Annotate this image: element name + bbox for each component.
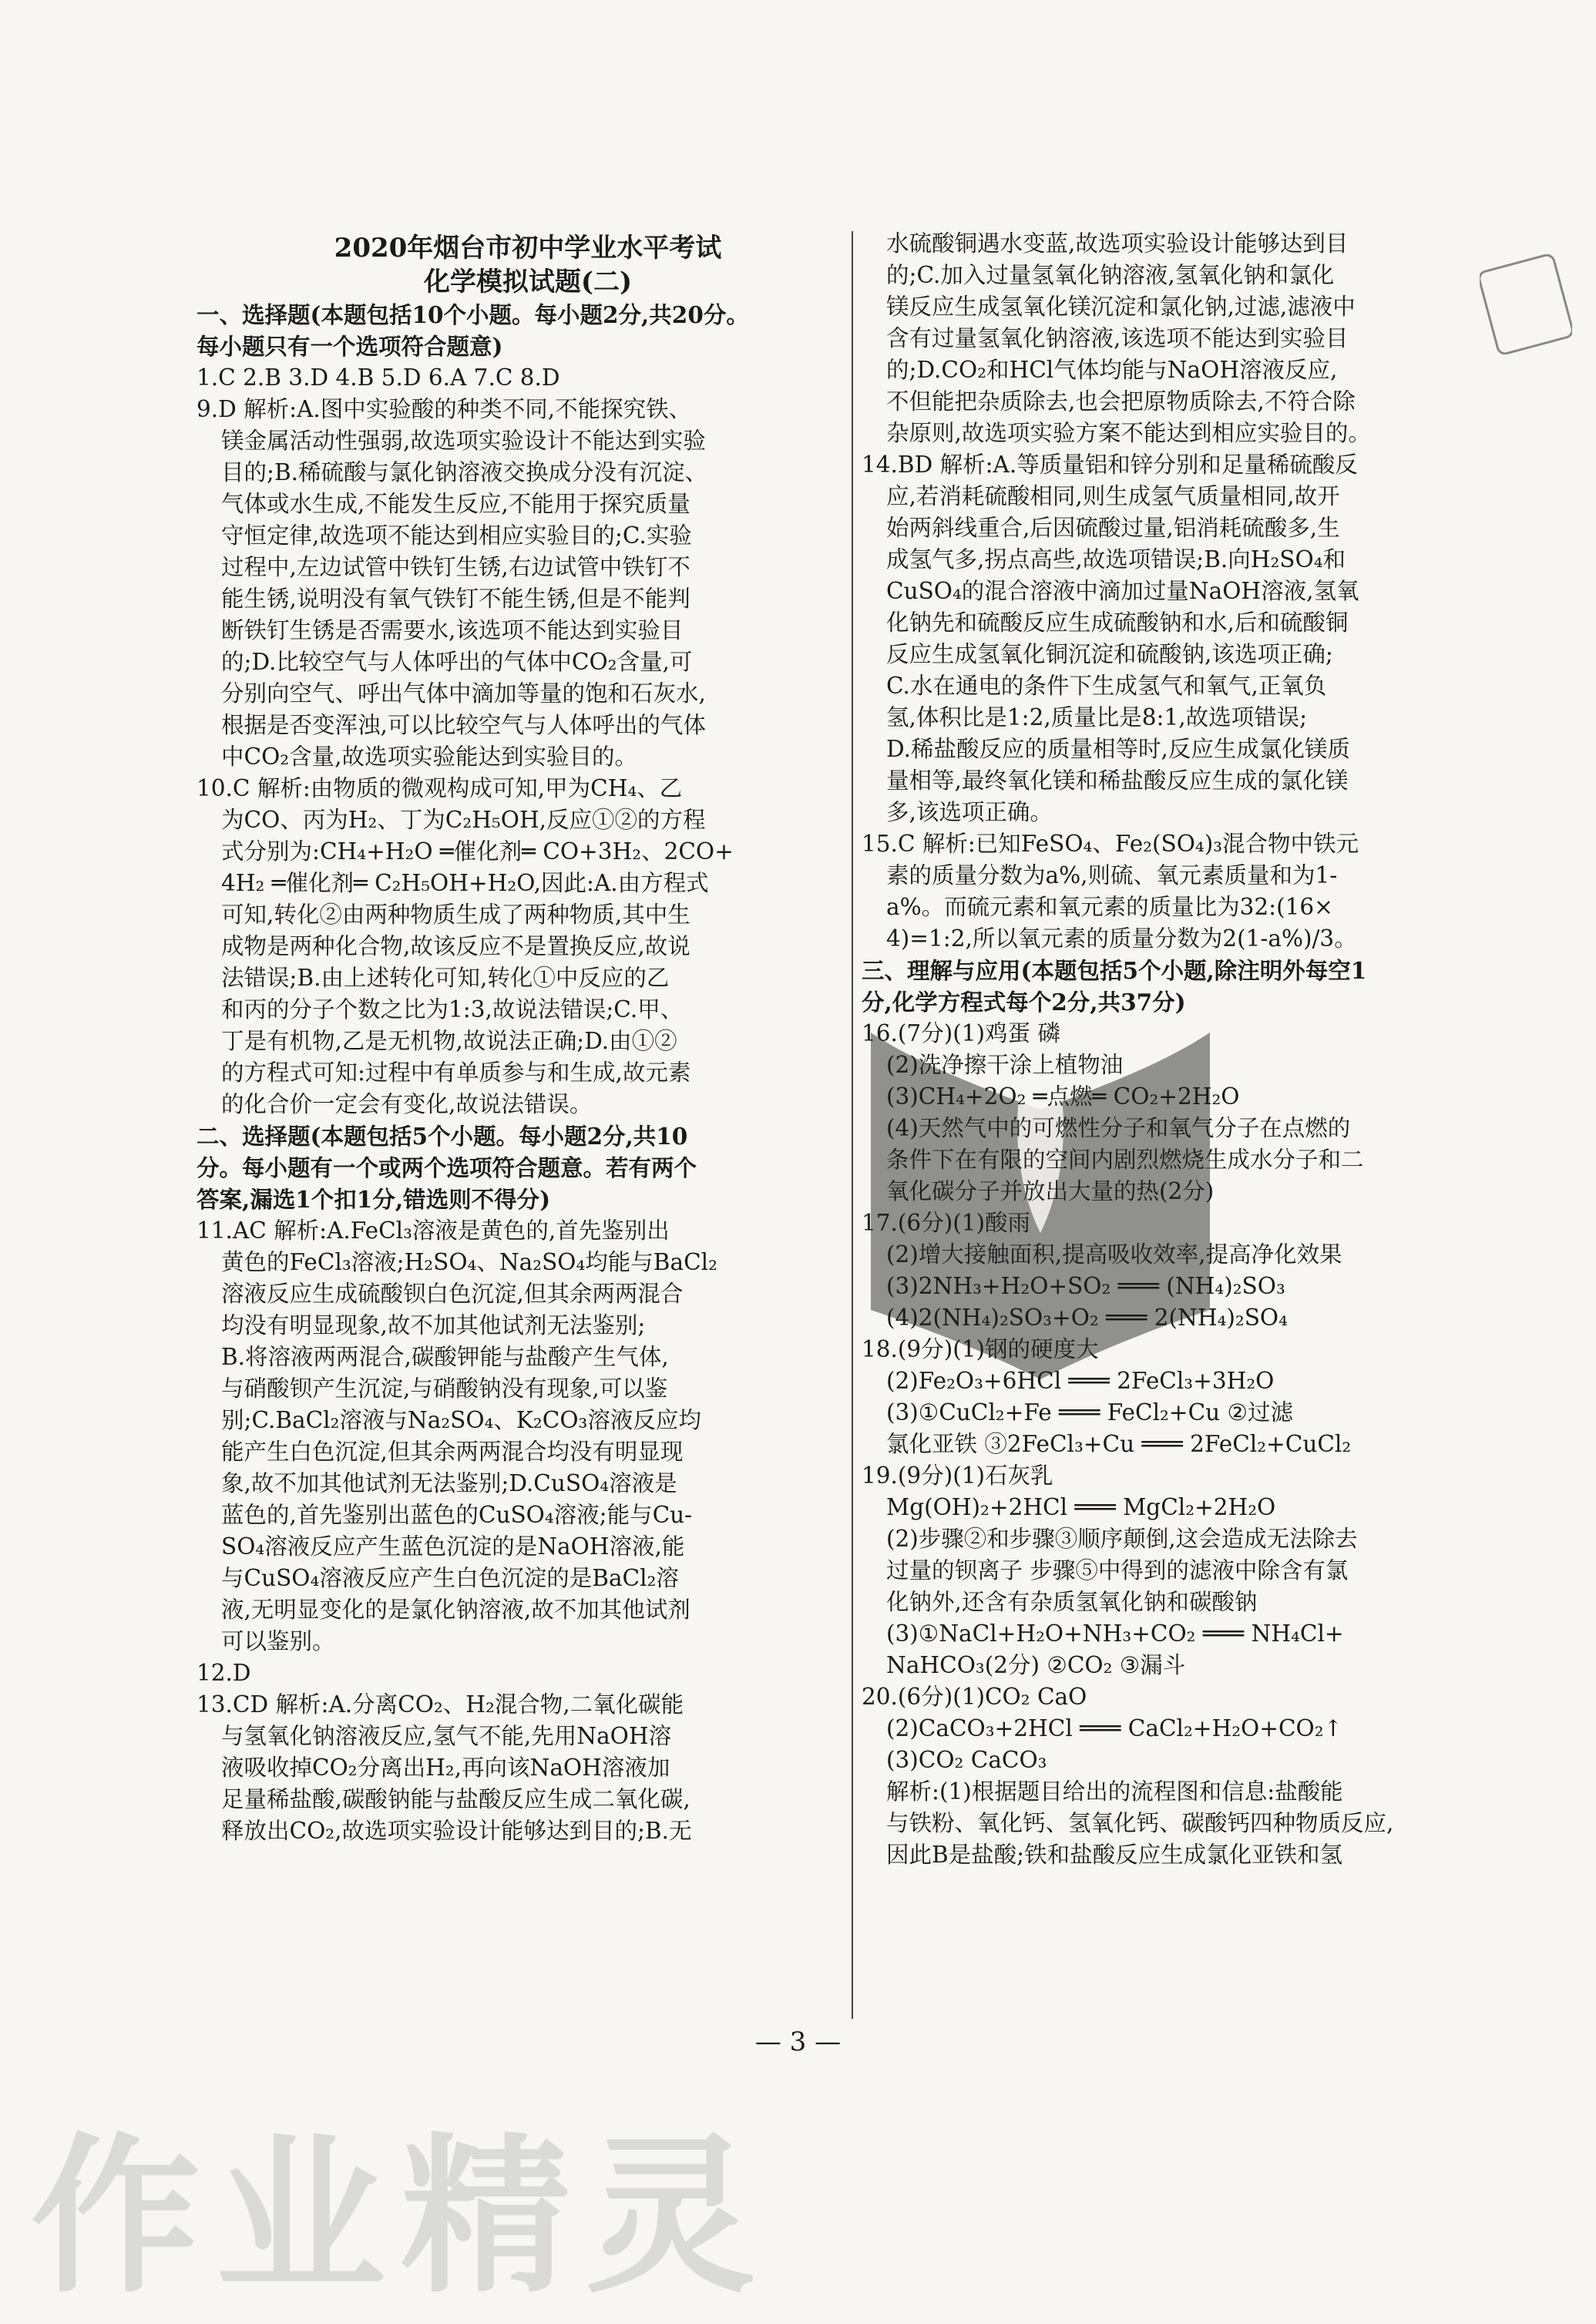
text-line: 14.BD 解析:A.等质量铝和锌分别和足量稀硫酸反 bbox=[862, 452, 1358, 478]
text-line: 气体或水生成,不能发生反应,不能用于探究质量 bbox=[221, 491, 690, 517]
text-line: 溶液反应生成硫酸钡白色沉淀,但其余两两混合 bbox=[221, 1281, 684, 1307]
text-line: 足量稀盐酸,碳酸钠能与盐酸反应生成二氧化碳, bbox=[221, 1786, 690, 1812]
text-line: 蓝色的,首先鉴别出蓝色的CuSO₄溶液;能与Cu- bbox=[221, 1502, 693, 1528]
text-line: Mg(OH)₂+2HCl ═══ MgCl₂+2H₂O bbox=[886, 1494, 1276, 1520]
text-line: (3)CH₄+2O₂ ═点燃═ CO₂+2H₂O bbox=[886, 1083, 1240, 1110]
text-line: 镁金属活动性强弱,故选项实验设计不能达到实验 bbox=[221, 428, 706, 454]
text-line: 与硝酸钡产生沉淀,与硝酸钠没有现象,可以鉴 bbox=[221, 1375, 668, 1402]
text-line: NaHCO₃(2分) ②CO₂ ③漏斗 bbox=[886, 1652, 1186, 1678]
text-line: (3)①NaCl+H₂O+NH₃+CO₂ ═══ NH₄Cl+ bbox=[886, 1620, 1344, 1647]
text-line: 氢,体积比是1:2,质量比是8:1,故选项错误; bbox=[886, 704, 1308, 730]
text-line: SO₄溶液反应产生蓝色沉淀的是NaOH溶液,能 bbox=[221, 1533, 685, 1560]
text-line: 不但能把杂质除去,也会把原物质除去,不符合除 bbox=[886, 388, 1356, 415]
text-line: 断铁钉生锈是否需要水,该选项不能达到实验目 bbox=[221, 617, 684, 643]
text-line: D.稀盐酸反应的质量相等时,反应生成氯化镁质 bbox=[886, 736, 1350, 762]
text-line: 液,无明显变化的是氯化钠溶液,故不加其他试剂 bbox=[221, 1597, 690, 1623]
text-line: 可知,转化②由两种物质生成了两种物质,其中生 bbox=[221, 902, 690, 928]
text-line: (2)Fe₂O₃+6HCl ═══ 2FeCl₃+3H₂O bbox=[886, 1368, 1275, 1394]
text-line: 守恒定律,故选项不能达到相应实验目的;C.实验 bbox=[221, 522, 692, 549]
text-line: 镁反应生成氢氧化镁沉淀和氯化钠,过滤,滤液中 bbox=[886, 294, 1356, 320]
text-line: 答案,漏选1个扣1分,错选则不得分) bbox=[197, 1186, 551, 1213]
text-line: 12.D bbox=[197, 1660, 251, 1686]
text-line: 与CuSO₄溶液反应产生白色沉淀的是BaCl₂溶 bbox=[221, 1565, 679, 1591]
text-line: 分。每小题有一个或两个选项符合题意。若有两个 bbox=[197, 1154, 697, 1181]
text-line: 17.(6分)(1)酸雨 bbox=[862, 1210, 1030, 1236]
text-line: 4)=1:2,所以氧元素的质量分数为2(1-a%)/3。 bbox=[886, 925, 1357, 952]
text-line: 可以鉴别。 bbox=[221, 1628, 335, 1654]
text-line: 释放出CO₂,故选项实验设计能够达到目的;B.无 bbox=[221, 1818, 692, 1844]
text-line: 的化合价一定会有变化,故说法错误。 bbox=[221, 1091, 593, 1117]
text-line: 16.(7分)(1)鸡蛋 磷 bbox=[862, 1020, 1060, 1046]
column-divider bbox=[852, 231, 853, 2019]
text-line: 法错误;B.由上述转化可知,转化①中反应的乙 bbox=[221, 965, 670, 991]
text-line: 式分别为:CH₄+H₂O ═催化剂═ CO+3H₂、2CO+ bbox=[221, 838, 734, 865]
text-line: B.将溶液两两混合,碳酸钾能与盐酸产生气体, bbox=[221, 1344, 669, 1370]
text-line: 为CO、丙为H₂、丁为C₂H₅OH,反应①②的方程 bbox=[221, 807, 706, 833]
text-line: 别;C.BaCl₂溶液与Na₂SO₄、K₂CO₃溶液反应均 bbox=[221, 1407, 701, 1433]
text-line: 化钠外,还含有杂质氢氧化钠和碳酸钠 bbox=[886, 1589, 1258, 1615]
text-line: (4)天然气中的可燃性分子和氧气分子在点燃的 bbox=[886, 1115, 1351, 1141]
text-line: 含有过量氢氧化钠溶液,该选项不能达到实验目 bbox=[886, 325, 1349, 351]
text-line: 反应生成氢氧化铜沉淀和硫酸钠,该选项正确; bbox=[886, 641, 1333, 667]
text-line: 因此B是盐酸;铁和盐酸反应生成氯化亚铁和氢 bbox=[886, 1842, 1343, 1868]
text-line: 和丙的分子个数之比为1:3,故说法错误;C.甲、 bbox=[221, 996, 684, 1023]
text-line: 液吸收掉CO₂分离出H₂,再向该NaOH溶液加 bbox=[221, 1755, 670, 1781]
text-line: (4)2(NH₄)₂SO₃+O₂ ═══ 2(NH₄)₂SO₄ bbox=[886, 1305, 1288, 1331]
left-column bbox=[197, 231, 859, 1847]
text-line: 目的;B.稀硫酸与氯化钠溶液交换成分没有沉淀、 bbox=[221, 459, 707, 485]
page-title: 2020年烟台市初中学业水平考试 bbox=[334, 233, 722, 264]
text-line: 与氢氧化钠溶液反应,氢气不能,先用NaOH溶 bbox=[221, 1723, 672, 1749]
text-line: 应,若消耗硫酸相同,则生成氢气质量相同,故开 bbox=[886, 483, 1340, 509]
text-line: 均没有明显现象,故不加其他试剂无法鉴别; bbox=[221, 1312, 646, 1338]
text-line: 始两斜线重合,后因硫酸过量,铝消耗硫酸多,生 bbox=[886, 515, 1340, 541]
text-line: 过量的钡离子 步骤⑤中得到的滤液中除含有氯 bbox=[886, 1557, 1349, 1583]
text-line: 杂原则,故选项实验方案不能达到相应实验目的。 bbox=[886, 420, 1371, 446]
text-line: 黄色的FeCl₃溶液;H₂SO₄、Na₂SO₄均能与BaCl₂ bbox=[221, 1249, 717, 1275]
text-line: 能生锈,说明没有氧气铁钉不能生锈,但是不能判 bbox=[221, 586, 690, 612]
text-line: 一、选择题(本题包括10个小题。每小题2分,共20分。 bbox=[197, 301, 749, 328]
text-line: 三、理解与应用(本题包括5个小题,除注明外每空1 bbox=[862, 957, 1367, 984]
text-line: 能产生白色沉淀,但其余两两混合均没有明显现 bbox=[221, 1439, 684, 1465]
text-line: 13.CD 解析:A.分离CO₂、H₂混合物,二氧化碳能 bbox=[197, 1691, 684, 1718]
text-line: 与铁粉、氧化钙、氢氧化钙、碳酸钙四种物质反应, bbox=[886, 1810, 1394, 1836]
text-line: (2)洗净擦干涂上植物油 bbox=[886, 1052, 1124, 1078]
text-line: (3)CO₂ CaCO₃ bbox=[886, 1747, 1047, 1773]
text-line: (2)CaCO₃+2HCl ═══ CaCl₂+H₂O+CO₂↑ bbox=[886, 1715, 1343, 1741]
text-line: 量相等,最终氧化镁和稀盐酸反应生成的氯化镁 bbox=[886, 767, 1349, 794]
text-line: 分别向空气、呼出气体中滴加等量的饱和石灰水, bbox=[221, 680, 706, 707]
text-line: 象,故不加其他试剂无法鉴别;D.CuSO₄溶液是 bbox=[221, 1470, 677, 1496]
text-line: 每小题只有一个选项符合题意) bbox=[197, 333, 503, 360]
text-line: 水硫酸铜遇水变蓝,故选项实验设计能够达到目 bbox=[886, 230, 1349, 257]
text-line: 氯化亚铁 ③2FeCl₃+Cu ═══ 2FeCl₂+CuCl₂ bbox=[886, 1431, 1352, 1457]
text-line: 的;D.CO₂和HCl气体均能与NaOH溶液反应, bbox=[886, 357, 1338, 383]
text-line: 11.AC 解析:A.FeCl₃溶液是黄色的,首先鉴别出 bbox=[197, 1217, 670, 1244]
text-line: CuSO₄的混合溶液中滴加过量NaOH溶液,氢氧 bbox=[886, 578, 1359, 604]
text-line: 20.(6分)(1)CO₂ CaO bbox=[862, 1684, 1087, 1710]
text-line: 19.(9分)(1)石灰乳 bbox=[862, 1463, 1053, 1489]
text-line: 根据是否变浑浊,可以比较空气与人体呼出的气体 bbox=[221, 712, 706, 738]
text-line: 的方程式可知:过程中有单质参与和生成,故元素 bbox=[221, 1060, 691, 1086]
text-line: a%。而硫元素和氧元素的质量比为32:(16× bbox=[886, 894, 1333, 920]
text-line: (2)增大接触面积,提高吸收效率,提高净化效果 bbox=[886, 1241, 1342, 1268]
text-line: (3)2NH₃+H₂O+SO₂ ═══ (NH₄)₂SO₃ bbox=[886, 1273, 1285, 1299]
text-line: 的;D.比较空气与人体呼出的气体中CO₂含量,可 bbox=[221, 649, 693, 675]
text-line: 15.C 解析:已知FeSO₄、Fe₂(SO₄)₃混合物中铁元 bbox=[862, 831, 1359, 857]
text-line: 解析:(1)根据题目给出的流程图和信息:盐酸能 bbox=[886, 1778, 1343, 1805]
text-line: 10.C 解析:由物质的微观构成可知,甲为CH₄、乙 bbox=[197, 775, 683, 801]
text-line: 9.D 解析:A.图中实验酸的种类不同,不能探究铁、 bbox=[197, 396, 692, 422]
text-line: 中CO₂含量,故选项实验能达到实验目的。 bbox=[221, 744, 637, 770]
text-line: 丁是有机物,乙是无机物,故说法正确;D.由①② bbox=[221, 1028, 677, 1054]
page-subtitle: 化学模拟试题(二) bbox=[423, 267, 633, 297]
text-line: 分,化学方程式每个2分,共37分) bbox=[862, 989, 1186, 1016]
text-line: (3)①CuCl₂+Fe ═══ FeCl₂+Cu ②过滤 bbox=[886, 1399, 1293, 1426]
watermark: 作业精灵 bbox=[31, 2118, 771, 2316]
text-line: 过程中,左边试管中铁钉生锈,右边试管中铁钉不 bbox=[221, 554, 690, 580]
right-column bbox=[862, 228, 1540, 1871]
text-line: 成氢气多,拐点高些,故选项错误;B.向H₂SO₄和 bbox=[886, 546, 1346, 573]
text-line: 素的质量分数为a%,则硫、氧元素质量和为1- bbox=[886, 862, 1338, 888]
text-line: C.水在通电的条件下生成氢气和氧气,正氧负 bbox=[886, 673, 1327, 699]
text-line: 的;C.加入过量氢氧化钠溶液,氢氧化钠和氯化 bbox=[886, 262, 1335, 288]
text-line: 18.(9分)(1)钢的硬度大 bbox=[862, 1336, 1099, 1362]
text-line: (2)步骤②和步骤③顺序颠倒,这会造成无法除去 bbox=[886, 1526, 1358, 1552]
text-line: 条件下在有限的空间内剧烈燃烧生成水分子和二 bbox=[886, 1147, 1364, 1173]
text-line: 氧化碳分子并放出大量的热(2分) bbox=[886, 1178, 1215, 1204]
page-number: — 3 — bbox=[754, 2027, 842, 2057]
text-line: 1.C 2.B 3.D 4.B 5.D 6.A 7.C 8.D bbox=[197, 364, 560, 391]
text-line: 化钠先和硫酸反应生成硫酸钠和水,后和硫酸铜 bbox=[886, 610, 1349, 636]
text-line: 成物是两种化合物,故该反应不是置换反应,故说 bbox=[221, 933, 690, 959]
text-line: 多,该选项正确。 bbox=[886, 799, 1053, 825]
text-line: 二、选择题(本题包括5个小题。每小题2分,共10 bbox=[197, 1123, 688, 1150]
text-line: 4H₂ ═催化剂═ C₂H₅OH+H₂O,因此:A.由方程式 bbox=[221, 870, 709, 896]
